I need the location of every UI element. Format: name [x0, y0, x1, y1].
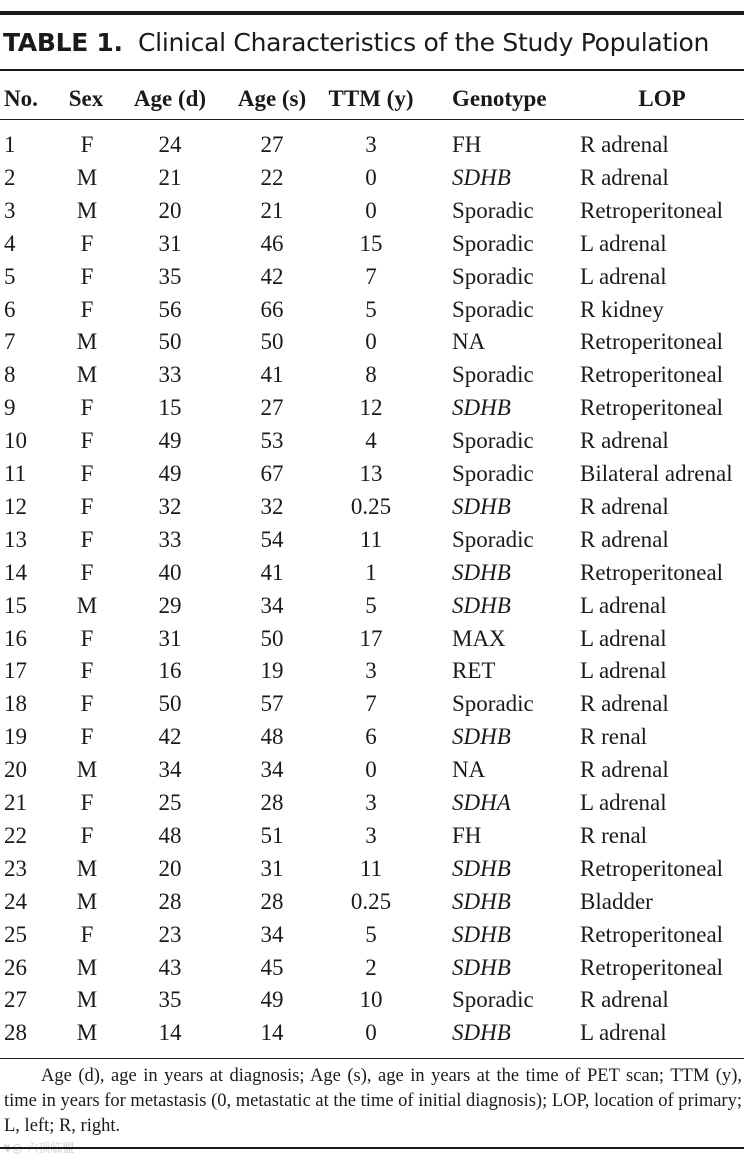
cell-no: 12 [4, 493, 27, 519]
cell-genotype: SDHB [452, 493, 511, 519]
table-bottom-rule [0, 1058, 744, 1059]
cell-lop: R renal [580, 822, 648, 848]
cell-lop: R renal [580, 724, 648, 750]
cell-ttm: 0 [365, 757, 377, 783]
cell-age-s: 50 [260, 625, 284, 651]
cell-genotype: SDHB [452, 954, 511, 980]
cell-ttm: 8 [365, 362, 377, 388]
cell-lop: L adrenal [580, 1020, 667, 1046]
cell-genotype: SDHB [452, 921, 511, 947]
cell-sex: F [80, 790, 94, 815]
cell-lop: R adrenal [580, 132, 669, 157]
cell-genotype: SDHB [452, 559, 511, 585]
cell-sex: F [80, 526, 94, 552]
cell-sex: F [80, 230, 94, 256]
cell-age-s: 41 [260, 559, 284, 585]
cell-sex: M [76, 987, 98, 1013]
table-row [0, 654, 746, 687]
cell-genotype: FH [452, 822, 482, 848]
cell-sex: M [76, 329, 98, 355]
column-header-genotype: Genotype [452, 86, 547, 111]
cell-age-s: 32 [260, 493, 284, 519]
cell-age-s: 34 [260, 592, 284, 618]
cell-ttm: 0 [365, 164, 377, 190]
header-top-rule [0, 69, 744, 71]
cell-age-d: 40 [158, 559, 182, 585]
cell-age-d: 42 [158, 724, 182, 750]
cell-sex: M [76, 164, 98, 190]
cell-age-d: 33 [158, 526, 182, 552]
cell-no: 28 [4, 1020, 27, 1046]
cell-sex: F [80, 822, 94, 848]
cell-no: 15 [4, 592, 27, 618]
cell-no: 20 [4, 757, 27, 783]
cell-ttm: 3 [365, 658, 377, 684]
table-row [0, 325, 746, 358]
cell-genotype: Sporadic [452, 691, 534, 717]
cell-ttm: 2 [365, 954, 377, 980]
cell-sex: F [80, 559, 94, 585]
cell-no: 10 [4, 428, 27, 454]
column-header-age-s: Age (s) [237, 86, 307, 111]
cell-sex: F [80, 132, 94, 157]
cell-lop: R adrenal [580, 526, 669, 552]
cell-genotype: Sporadic [452, 987, 534, 1013]
cell-age-d: 24 [158, 132, 182, 157]
cell-sex: M [76, 362, 98, 388]
cell-age-s: 66 [260, 296, 284, 322]
cell-genotype: RET [452, 658, 496, 684]
cell-age-d: 25 [158, 790, 182, 815]
cell-sex: F [80, 724, 94, 750]
cell-age-d: 33 [158, 362, 182, 388]
cell-lop: Retroperitoneal [580, 197, 724, 223]
cell-age-s: 42 [260, 263, 284, 289]
cell-genotype: SDHA [452, 790, 511, 815]
cell-ttm: 7 [365, 263, 377, 289]
bottom-rule [0, 1147, 744, 1149]
cell-age-s: 27 [260, 132, 284, 157]
cell-lop: R adrenal [580, 164, 669, 190]
cell-age-s: 22 [260, 164, 284, 190]
cell-sex: F [80, 691, 94, 717]
cell-lop: Retroperitoneal [580, 395, 724, 421]
cell-no: 11 [4, 461, 27, 486]
table-caption: Clinical Characteristics of the Study Population [138, 28, 710, 57]
cell-sex: F [80, 625, 94, 651]
cell-ttm: 11 [359, 855, 383, 881]
cell-genotype: SDHB [452, 855, 511, 881]
cell-lop: L adrenal [580, 592, 667, 618]
table-row [0, 819, 746, 852]
cell-age-s: 19 [260, 658, 284, 684]
cell-ttm: 0 [365, 329, 377, 355]
cell-sex: M [76, 757, 98, 783]
top-rule [0, 11, 744, 15]
cell-lop: Retroperitoneal [580, 329, 724, 355]
cell-no: 24 [4, 888, 27, 914]
cell-age-d: 49 [158, 461, 182, 486]
table-row [0, 358, 746, 391]
cell-ttm: 4 [365, 428, 377, 454]
table-row [0, 523, 746, 556]
cell-lop: R adrenal [580, 987, 669, 1013]
cell-genotype: Sporadic [452, 230, 534, 256]
cell-sex: F [80, 493, 94, 519]
cell-genotype: NA [452, 757, 486, 783]
cell-sex: F [80, 296, 94, 322]
cell-age-s: 45 [260, 954, 284, 980]
cell-age-s: 28 [260, 790, 284, 815]
column-header-sex: Sex [68, 86, 104, 111]
column-header-age-d: Age (d) [133, 86, 207, 111]
cell-age-s: 31 [260, 855, 284, 881]
cell-no: 9 [4, 395, 16, 421]
cell-genotype: SDHB [452, 888, 511, 914]
cell-genotype: Sporadic [452, 263, 534, 289]
cell-sex: M [76, 592, 98, 618]
cell-age-d: 32 [158, 493, 182, 519]
cell-age-s: 51 [260, 822, 284, 848]
table-row [0, 622, 746, 655]
cell-ttm: 12 [359, 395, 383, 421]
cell-no: 8 [4, 362, 16, 388]
cell-no: 5 [4, 263, 16, 289]
cell-genotype: Sporadic [452, 428, 534, 454]
cell-age-s: 57 [260, 691, 284, 717]
table-title [3, 24, 709, 62]
cell-ttm: 5 [365, 921, 377, 947]
cell-age-d: 48 [158, 822, 182, 848]
cell-no: 19 [4, 724, 27, 750]
cell-age-s: 14 [260, 1020, 284, 1046]
cell-ttm: 3 [365, 790, 377, 815]
cell-genotype: SDHB [452, 592, 511, 618]
cell-lop: R adrenal [580, 428, 669, 454]
cell-lop: L adrenal [580, 263, 667, 289]
table-row [0, 786, 746, 819]
cell-no: 7 [4, 329, 16, 355]
column-header-ttm: TTM (y) [328, 86, 414, 111]
cell-age-d: 35 [158, 263, 182, 289]
cell-genotype: SDHB [452, 1020, 511, 1046]
cell-age-d: 49 [158, 428, 182, 454]
cell-genotype: Sporadic [452, 461, 534, 486]
cell-lop: R kidney [580, 296, 664, 322]
cell-age-d: 50 [158, 329, 182, 355]
cell-ttm: 6 [365, 724, 377, 750]
cell-genotype: NA [452, 329, 486, 355]
table-row [0, 720, 746, 753]
cell-lop: Retroperitoneal [580, 362, 724, 388]
table-row [0, 951, 746, 984]
cell-age-d: 56 [158, 296, 182, 322]
cell-ttm: 0 [365, 1020, 377, 1046]
cell-age-d: 43 [158, 954, 182, 980]
cell-lop: L adrenal [580, 230, 667, 256]
cell-ttm: 5 [365, 592, 377, 618]
cell-no: 4 [4, 230, 16, 256]
table-row [0, 852, 746, 885]
cell-lop: R adrenal [580, 691, 669, 717]
cell-age-d: 23 [158, 921, 182, 947]
cell-ttm: 3 [365, 822, 377, 848]
table-row [0, 556, 746, 589]
table-row [0, 490, 746, 523]
cell-age-d: 20 [158, 197, 182, 223]
cell-age-s: 46 [260, 230, 284, 256]
cell-age-d: 31 [158, 230, 182, 256]
cell-genotype: FH [452, 132, 482, 157]
table-row [0, 885, 746, 918]
cell-no: 14 [4, 559, 27, 585]
cell-sex: M [76, 888, 98, 914]
cell-ttm: 3 [365, 132, 377, 157]
cell-lop: Retroperitoneal [580, 954, 724, 980]
cell-lop: Retroperitoneal [580, 921, 724, 947]
cell-ttm: 7 [365, 691, 377, 717]
cell-age-s: 41 [260, 362, 284, 388]
cell-genotype: Sporadic [452, 296, 534, 322]
table-row [0, 457, 746, 490]
cell-lop: L adrenal [580, 658, 667, 684]
cell-age-d: 29 [158, 592, 182, 618]
cell-age-s: 34 [260, 757, 284, 783]
cell-sex: F [80, 263, 94, 289]
cell-sex: M [76, 197, 98, 223]
table-row [0, 194, 746, 227]
cell-ttm: 13 [359, 461, 383, 486]
table-row [0, 227, 746, 260]
cell-ttm: 10 [359, 987, 383, 1013]
table-row [0, 424, 746, 457]
cell-no: 16 [4, 625, 27, 651]
cell-ttm: 0 [365, 197, 377, 223]
cell-lop: L adrenal [580, 625, 667, 651]
cell-age-s: 67 [260, 461, 284, 486]
cell-age-d: 16 [158, 658, 182, 684]
table-row [0, 391, 746, 424]
cell-genotype: Sporadic [452, 526, 534, 552]
cell-lop: Retroperitoneal [580, 559, 724, 585]
table-row [0, 918, 746, 951]
cell-age-s: 34 [260, 921, 284, 947]
cell-age-s: 48 [260, 724, 284, 750]
cell-age-s: 53 [260, 428, 284, 454]
cell-no: 26 [4, 954, 27, 980]
cell-age-d: 20 [158, 855, 182, 881]
cell-ttm: 5 [365, 296, 377, 322]
cell-lop: L adrenal [580, 790, 667, 815]
cell-age-d: 35 [158, 987, 182, 1013]
table-header-row [0, 82, 746, 116]
table-row [0, 753, 746, 786]
cell-sex: F [80, 395, 94, 421]
cell-no: 3 [4, 197, 16, 223]
cell-sex: F [80, 428, 94, 454]
cell-ttm: 0.25 [350, 888, 392, 914]
cell-age-d: 14 [158, 1020, 182, 1046]
cell-age-d: 34 [158, 757, 182, 783]
cell-genotype: MAX [452, 625, 506, 651]
cell-no: 1 [4, 132, 16, 157]
cell-lop: Bilateral adrenal [580, 461, 733, 486]
cell-ttm: 0.25 [350, 493, 392, 519]
table-row [0, 293, 746, 326]
cell-age-s: 21 [260, 197, 284, 223]
cell-age-s: 27 [260, 395, 284, 421]
table-row [0, 161, 746, 194]
title-separator [123, 28, 138, 57]
cell-age-s: 28 [260, 888, 284, 914]
cell-ttm: 11 [359, 526, 383, 552]
table-row [0, 687, 746, 720]
cell-no: 18 [4, 691, 27, 717]
cell-age-s: 50 [260, 329, 284, 355]
cell-no: 17 [4, 658, 27, 684]
table-row [0, 1016, 746, 1049]
cell-no: 23 [4, 855, 27, 881]
cell-no: 22 [4, 822, 27, 848]
header-bottom-rule [0, 119, 744, 120]
cell-no: 27 [4, 987, 27, 1013]
cell-no: 21 [4, 790, 27, 815]
cell-lop: R adrenal [580, 493, 669, 519]
table-row [0, 983, 746, 1016]
table-row [0, 128, 746, 161]
cell-age-d: 31 [158, 625, 182, 651]
cell-lop: Retroperitoneal [580, 855, 724, 881]
cell-sex: M [76, 1020, 98, 1046]
cell-no: 2 [4, 164, 16, 190]
cell-age-d: 15 [158, 395, 182, 421]
cell-sex: M [76, 855, 98, 881]
cell-genotype: SDHB [452, 164, 511, 190]
cell-age-s: 49 [260, 987, 284, 1013]
column-header-lop: LOP [638, 86, 686, 111]
table-footnote: Age (d), age in years at diagnosis; Age (s), age in years at the time of PET scan; TTM (y), time in years for metastasis (0, metastatic at the time of initial diagnosis); LOP, location of primary; L, left; R, right. [4, 1066, 742, 1136]
column-header-no: No. [4, 86, 38, 111]
cell-lop: Bladder [580, 888, 653, 914]
cell-no: 25 [4, 921, 27, 947]
cell-sex: F [80, 461, 94, 486]
cell-sex: F [80, 921, 94, 947]
cell-age-d: 28 [158, 888, 182, 914]
cell-ttm: 15 [359, 230, 383, 256]
cell-genotype: Sporadic [452, 197, 534, 223]
cell-lop: R adrenal [580, 757, 669, 783]
cell-genotype: SDHB [452, 724, 511, 750]
table-row [0, 260, 746, 293]
table-label: TABLE 1. [3, 28, 123, 57]
cell-no: 6 [4, 296, 16, 322]
cell-genotype: Sporadic [452, 362, 534, 388]
cell-age-d: 21 [158, 164, 182, 190]
cell-no: 13 [4, 526, 27, 552]
cell-sex: M [76, 954, 98, 980]
table-row [0, 589, 746, 622]
cell-ttm: 17 [359, 625, 383, 651]
cell-sex: F [80, 658, 94, 684]
cell-ttm: 1 [365, 559, 377, 585]
cell-age-d: 50 [158, 691, 182, 717]
cell-age-s: 54 [260, 526, 284, 552]
cell-genotype: SDHB [452, 395, 511, 421]
